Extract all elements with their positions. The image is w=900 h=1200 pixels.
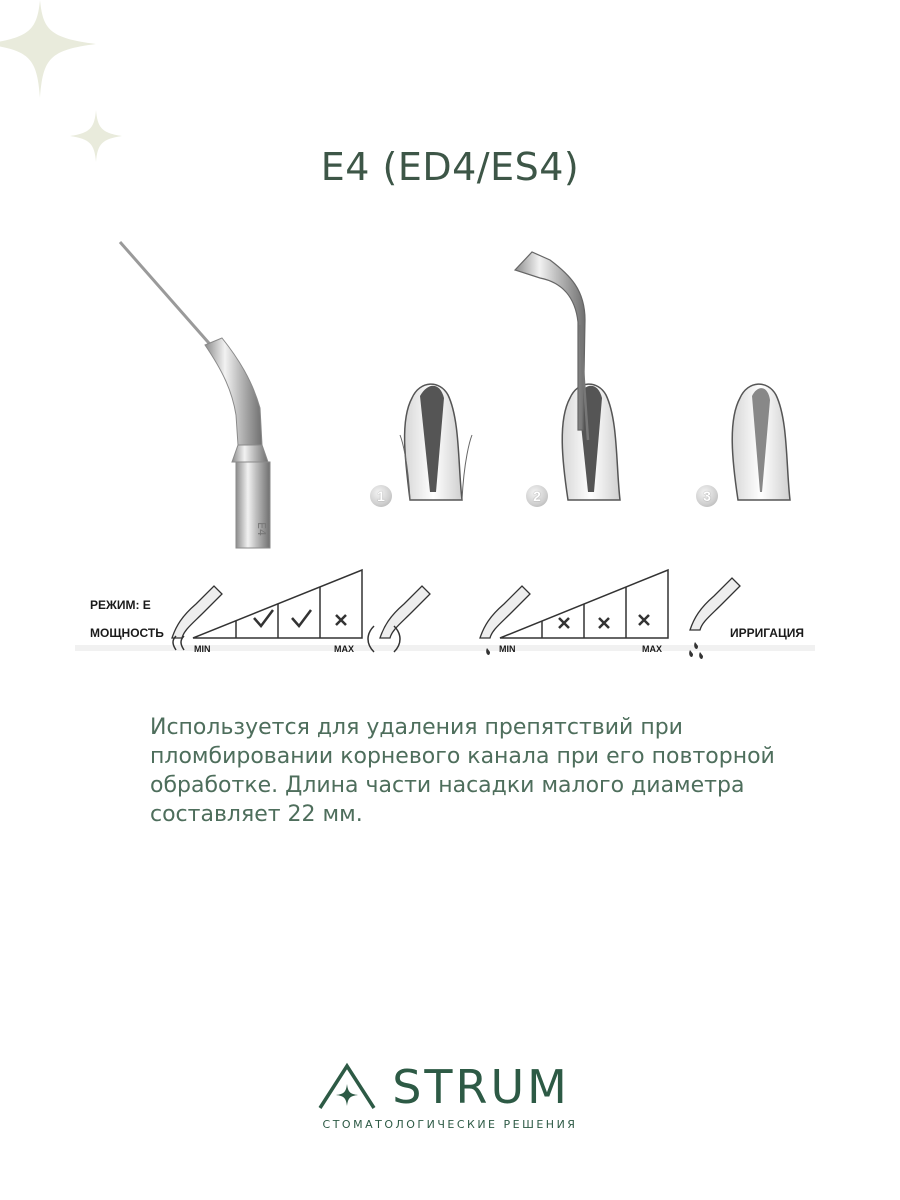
tooth-step-2-image	[515, 252, 620, 500]
brand-tagline: СТОМАТОЛОГИЧЕСКИЕ РЕШЕНИЯ	[322, 1118, 578, 1131]
page-title: E4 (ED4/ES4)	[320, 145, 580, 189]
irrigation-label: ИРРИГАЦИЯ	[730, 626, 804, 640]
description-text: Используется для удаления препятствий при пломбировании корневого канала при его повторной обработке. Длина части насадки малого диаметра составляет 22 мм.	[150, 715, 775, 827]
ultrasonic-tip-image	[120, 242, 270, 548]
irrigation-scale-min: MIN	[499, 644, 516, 654]
sparkle-large-icon	[0, 0, 100, 100]
step-number-1: 1	[370, 485, 392, 507]
brand-name: STRUM	[392, 1060, 570, 1114]
tooth-step-1-image	[400, 384, 472, 500]
step-number-3: 3	[696, 485, 718, 507]
power-scale	[172, 570, 430, 652]
power-label: МОЩНОСТЬ	[90, 626, 164, 640]
step-number-2: 2	[526, 485, 548, 507]
power-scale-min: MIN	[194, 644, 211, 654]
mode-label: РЕЖИМ: Е	[90, 598, 151, 612]
svg-text:E4: E4	[255, 522, 268, 536]
tooth-step-3-image	[732, 384, 790, 500]
irrigation-scale-max: MAX	[642, 644, 662, 654]
power-scale-max: MAX	[334, 644, 354, 654]
